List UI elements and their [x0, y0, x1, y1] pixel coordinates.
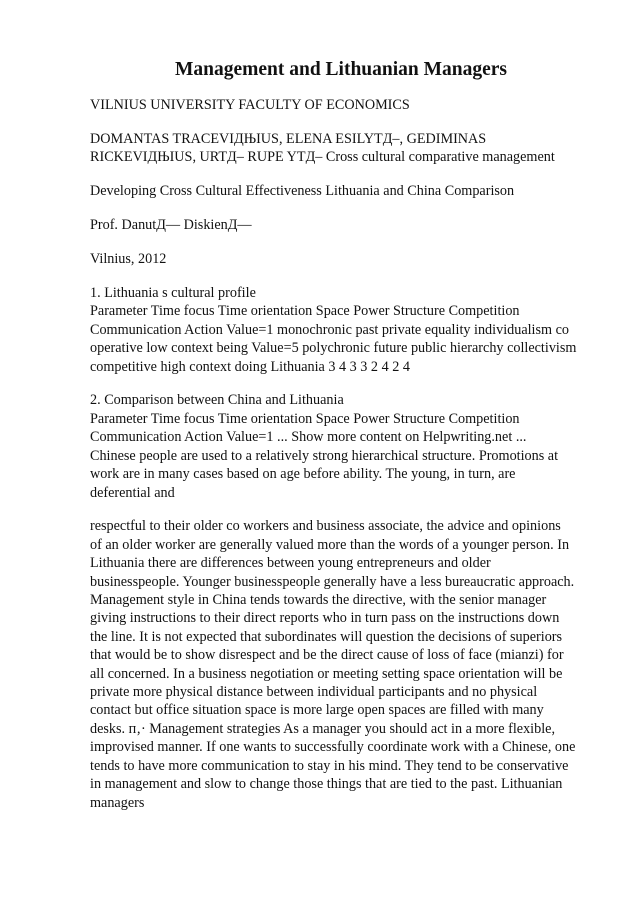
body-line: giving instructions to their direct reports who in turn pass on the instructions down [90, 610, 560, 627]
body-line: all concerned. In a business negotiation or meeting setting space orientation will be [90, 665, 563, 682]
section-body-text [90, 517, 600, 812]
professor-line: Prof. DanutД— DiskienД— [90, 217, 252, 234]
body-line: businesspeople. Younger businesspeople generally have a less bureaucratic approach. [90, 573, 575, 590]
subtitle-line: Developing Cross Cultural Effectiveness Lithuania and China Comparison [90, 183, 515, 200]
authors-line-2: RICKEVIДЊIUS, URTД– RUPE YTД– Cross cultural comparative management [90, 149, 555, 166]
section-line: work are in many cases based on age before ability. The young, in turn, are [90, 466, 516, 483]
document-title: Management and Lithuanian Managers [174, 59, 508, 80]
body-line: Management style in China tends towards the directive, with the senior manager [90, 592, 547, 609]
body-line: that would be to show disrespect and be the direct cause of loss of face (mianzi) for [90, 647, 564, 664]
section-lithuania-profile [90, 284, 600, 376]
section-line: Parameter Time focus Time orientation Space Power Structure Competition [90, 303, 520, 320]
section-line: competitive high context doing Lithuania 3 4 3 3 2 4 2 4 [90, 358, 410, 375]
section-line: operative low context being Value=5 polychronic future public hierarchy collectivism [90, 340, 577, 357]
authors-line-1: DOMANTAS TRACEVIДЊIUS, ELENA ESILYTД–, GEDIMINAS [90, 130, 487, 147]
section-heading: 2. Comparison between China and Lithuania [90, 392, 344, 409]
body-line: private more physical distance between individual participants and no physical [90, 684, 538, 701]
body-line: Lithuania there are differences between young entrepreneurs and older [90, 555, 491, 572]
body-line: tends to have more communication to stay in his mind. They tend to be conservative [90, 757, 569, 774]
university-line: VILNIUS UNIVERSITY FACULTY OF ECONOMICS [90, 97, 410, 113]
section-line: Parameter Time focus Time orientation Space Power Structure Competition [90, 410, 520, 427]
place-date-line: Vilnius, 2012 [90, 251, 167, 268]
section-china-comparison [90, 391, 600, 501]
body-line: contact but office situation space is more large open spaces are filled with many [90, 702, 544, 719]
body-line: the line. It is not expected that subordinates will question the decisions of superiors [90, 628, 563, 645]
body-line: managers [90, 794, 145, 811]
section-line: Chinese people are used to a relatively strong hierarchical structure. Promotions at [90, 447, 559, 464]
section-line: Communication Action Value=1 monochronic past private equality individualism co [90, 321, 569, 338]
section-line: Communication Action Value=1 ... Show more content on Helpwriting.net ... [90, 429, 527, 446]
body-line: improvised manner. If one wants to successfully coordinate work with a Chinese, one [90, 739, 576, 756]
body-line: desks. п‚· Management strategies As a manager you should act in a more flexible, [90, 720, 556, 737]
body-line: of an older worker are generally valued more than the words of a younger person. In [90, 536, 570, 553]
section-line: deferential and [90, 484, 175, 501]
section-heading: 1. Lithuania s cultural profile [90, 284, 256, 301]
body-line: respectful to their older co workers and business associate, the advice and opinions [90, 518, 561, 535]
body-line: in management and slow to change those things that are tied to the past. Lithuanian [90, 776, 563, 793]
authors-block [90, 130, 600, 167]
